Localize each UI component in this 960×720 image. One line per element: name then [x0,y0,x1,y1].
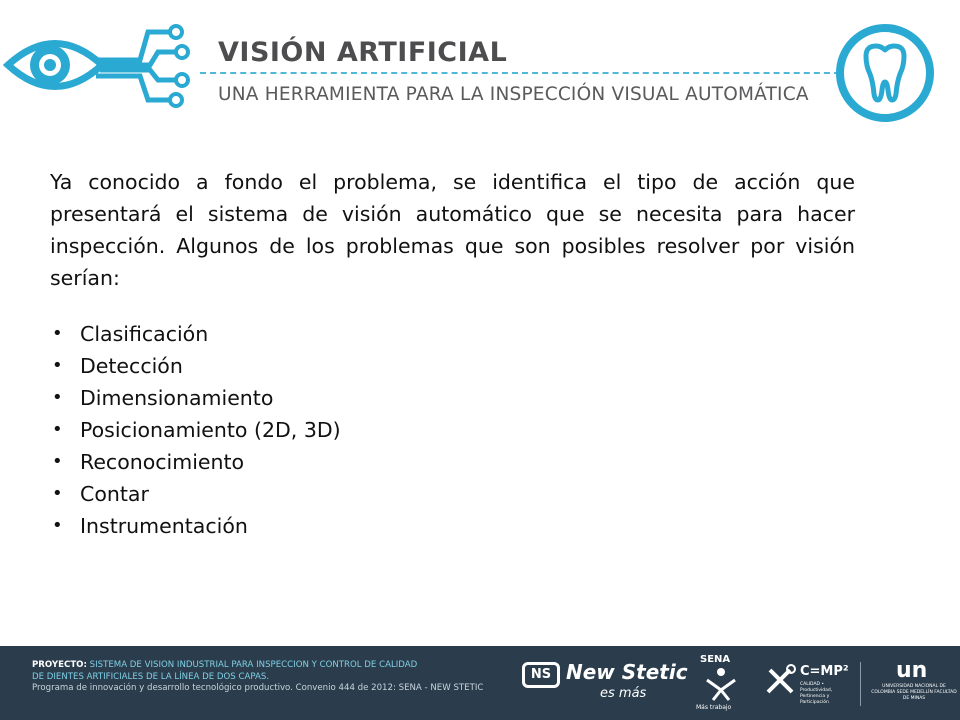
list-item-label: Reconocimiento [80,450,245,474]
list-item-label: Clasificación [80,322,209,346]
project-title-line2: DE DIENTES ARTIFICIALES DE LA LÍNEA DE DOS CAPAS. [32,671,270,682]
list-item [50,510,855,542]
bullet-icon: • [52,355,63,376]
bullet-icon: • [52,515,63,536]
logo-divider [860,662,861,706]
slide-content [50,166,855,542]
unal-name: un [896,658,928,683]
slide-header [0,0,960,130]
newstetic-logo [522,660,688,710]
list-item-label: Detección [80,354,183,378]
list-item [50,478,855,510]
unal-logo [870,660,958,710]
compes-tools-icon [764,664,796,696]
header-divider [200,72,840,74]
compes-name: C=MP² [800,664,849,679]
bullet-icon: • [52,323,63,344]
program-line: Programa de innovación y desarrollo tecnológico productivo. Convenio 444 de 2012: SENA - NEW STETIC [32,683,484,693]
list-item [50,382,855,414]
page-title: VISIÓN ARTIFICIAL [218,37,508,68]
problem-list [50,318,855,542]
sena-figure-icon [704,666,738,702]
sena-tagline: Más trabajo [696,704,732,711]
list-item [50,446,855,478]
unal-subtitle: UNIVERSIDAD NACIONAL DE COLOMBIA SEDE MEDELLÍN FACULTAD DE MINAS [871,684,957,701]
sena-name: SENA [700,654,731,665]
list-item-label: Contar [80,482,149,506]
project-label: PROYECTO: [32,660,87,670]
bullet-icon: • [52,419,63,440]
tooth-icon [834,22,936,124]
compes-logo [764,660,854,710]
list-item-label: Dimensionamiento [80,386,274,410]
newstetic-name: New Stetic [566,660,688,684]
bullet-icon: • [52,483,63,504]
bullet-icon: • [52,451,63,472]
list-item [50,318,855,350]
project-info [32,660,502,695]
newstetic-tagline: es más [600,686,647,701]
partner-logos [520,646,960,720]
sena-logo [696,654,746,714]
eye-circuit-icon [0,20,205,110]
slide-footer [0,646,960,720]
list-item-label: Posicionamiento (2D, 3D) [80,418,341,442]
list-item [50,414,855,446]
list-item [50,350,855,382]
project-title-line1: SISTEMA DE VISIÓN INDUSTRIAL PARA INSPECCIÓN Y CONTROL DE CALIDAD [89,660,418,670]
newstetic-mark: NS [522,662,560,688]
intro-paragraph: Ya conocido a fondo el problema, se identifica el tipo de acción que presentará el sistema de visión automático que se necesita para hacer inspección. Algunos de los problemas que son posibles resolver por visión serían: [50,170,855,290]
compes-subtitle: CALIDAD • Productividad, Pertinencia y Participación [800,682,833,705]
page-subtitle: UNA HERRAMIENTA PARA LA INSPECCIÓN VISUAL AUTOMÁTICA [218,84,809,105]
list-item-label: Instrumentación [80,514,248,538]
bullet-icon: • [52,387,63,408]
